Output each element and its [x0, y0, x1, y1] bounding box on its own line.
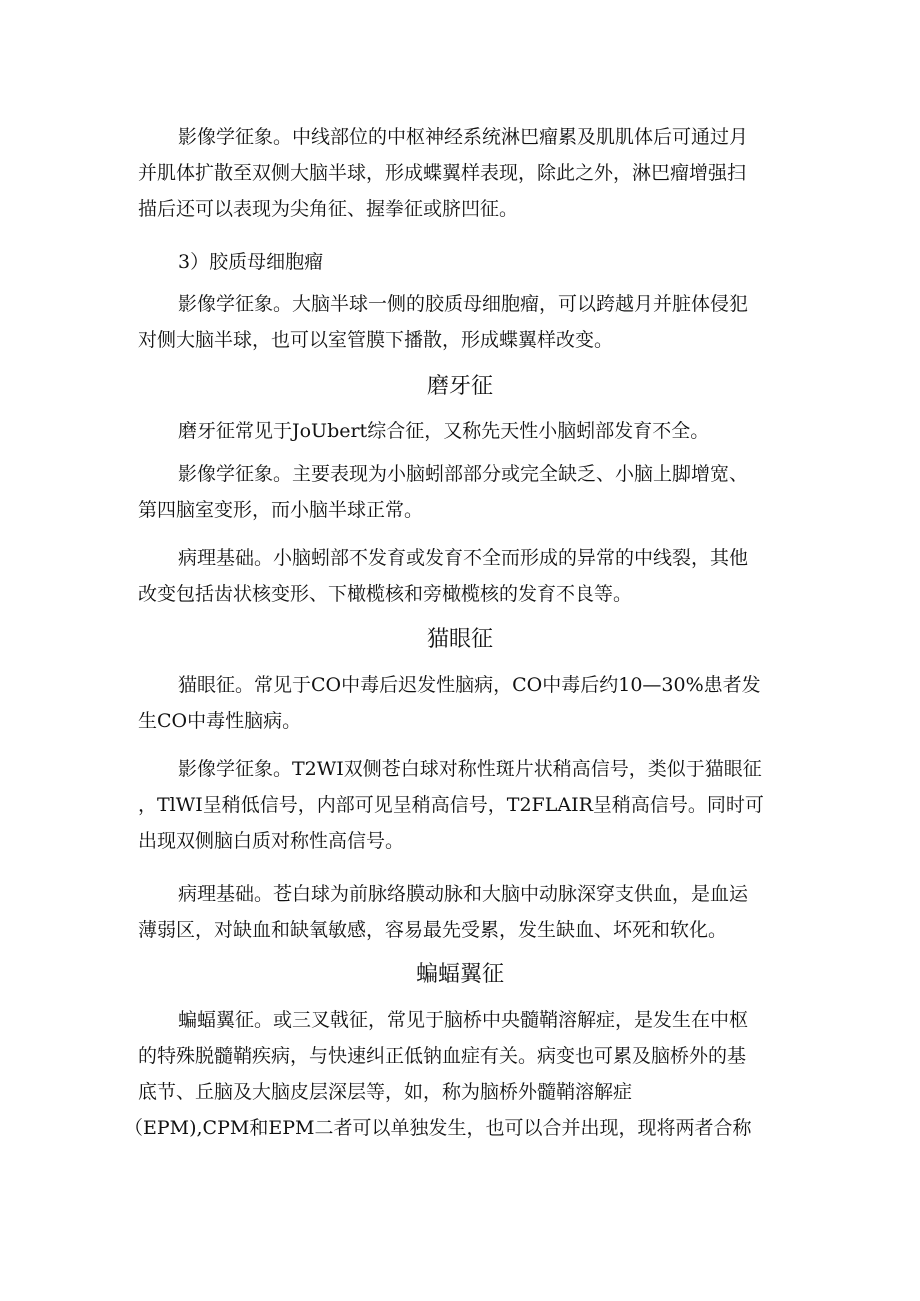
text-line: 蝙蝠翼征。或三叉戟征，常见于脑桥中央髓鞘溶解症，是发生在中枢 [178, 1009, 749, 1031]
text-line: 并肌体扩散至双侧大脑半球，形成蝶翼样表现，除此之外，淋巴瘤增强扫 [138, 162, 747, 184]
text-line: 影像学征象。T2WI双侧苍白球对称性斑片状稍高信号，类似于猫眼征 [178, 758, 762, 780]
text-line: 病理基础。苍白球为前脉络膜动脉和大脑中动脉深穿支供血，是血运 [178, 883, 749, 905]
subheading-glioblastoma [138, 244, 798, 280]
text-line: 3）胶质母细胞瘤 [178, 251, 324, 273]
text-line: 磨牙征常见于JoUbert综合征，又称先天性小脑蚓部发育不全。 [178, 420, 710, 442]
paragraph-glioblastoma-imaging [138, 286, 798, 358]
text-line: 第四脑室变形，而小脑半球正常。 [138, 499, 424, 521]
section-heading-molar-tooth-sign: 磨牙征 [426, 374, 493, 399]
text-line: 改变包括齿状核变形、下橄榄核和旁橄榄核的发育不良等。 [138, 583, 633, 605]
text-line: 对侧大脑半球，也可以室管膜下播散，形成蝶翼样改变。 [138, 329, 614, 351]
text-line: ，TlWI呈稍低信号，内部可见呈稍高信号，T2FLAIR呈稍高信号。同时可 [138, 794, 764, 816]
text-line: 出现双侧脑白质对称性高信号。 [138, 830, 405, 852]
text-line: 的特殊脱髓鞘疾病，与快速纠正低钠血症有关。病变也可累及脑桥外的基 [138, 1045, 747, 1067]
text-line: （EPM),CPM和EPM二者可以单独发生，也可以合并出现，现将两者合称 [124, 1117, 752, 1139]
text-line: 猫眼征。常见于CO中毒后迟发性脑病，CO中毒后约10—30%患者发 [178, 674, 761, 696]
text-line: 影像学征象。大脑半球一侧的胶质母细胞瘤，可以跨越月并脏体侵犯 [178, 293, 749, 315]
paragraph-cat-eye-imaging [138, 751, 798, 859]
text-line: 描后还可以表现为尖角征、握拳征或脐凹征。 [138, 198, 519, 220]
paragraph-molar-tooth-imaging [138, 456, 798, 528]
paragraph-lymphoma-imaging [138, 119, 798, 227]
section-heading-cat-eye-sign: 猫眼征 [426, 627, 493, 652]
text-line: 影像学征象。中线部位的中枢神经系统淋巴瘤累及肌肌体后可通过月 [178, 126, 749, 148]
paragraph-cat-eye-intro [138, 667, 798, 739]
text-line: 生CO中毒性脑病。 [138, 710, 302, 732]
text-line: 薄弱区，对缺血和缺氧敏感，容易最先受累，发生缺血、坏死和软化。 [138, 919, 728, 941]
paragraph-cat-eye-pathology [138, 876, 798, 948]
text-line: 病理基础。小脑蚓部不发育或发育不全而形成的异常的中线裂，其他 [178, 547, 749, 569]
text-line: 底节、丘脑及大脑皮层深层等，如，称为脑桥外髓鞘溶解症 [138, 1081, 633, 1103]
text-line: 影像学征象。主要表现为小脑蚓部部分或完全缺乏、小脑上脚增宽、 [178, 463, 749, 485]
section-heading-bat-wing-sign: 蝙蝠翼征 [415, 962, 504, 987]
paragraph-molar-tooth-pathology [138, 540, 798, 612]
paragraph-bat-wing-intro [124, 1002, 798, 1146]
paragraph-molar-tooth-intro [138, 413, 798, 449]
